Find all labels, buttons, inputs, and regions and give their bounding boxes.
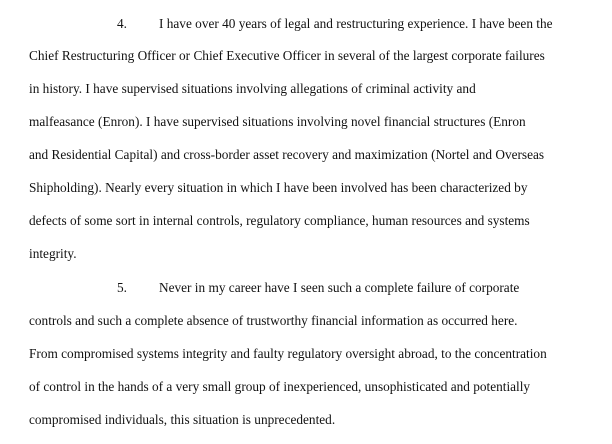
paragraph-line: in history. I have supervised situations involving allegations of criminal activity and (29, 81, 476, 96)
paragraph-line: Shipholding). Nearly every situation in which I have been involved has been characterized by (29, 180, 528, 195)
paragraph-line: I have over 40 years of legal and restructuring experience. I have been the (159, 16, 553, 31)
paragraph-line: defects of some sort in internal controls, regulatory compliance, human resources and systems (29, 213, 530, 228)
paragraph-line: controls and such a complete absence of trustworthy financial information as occurred here. (29, 313, 518, 328)
paragraph-line: malfeasance (Enron). I have supervised situations involving novel financial structures (Enron (29, 114, 526, 129)
paragraph-line: Never in my career have I seen such a complete failure of corporate (159, 280, 520, 295)
paragraph-line: and Residential Capital) and cross-border asset recovery and maximization (Nortel and Overseas (29, 147, 545, 162)
paragraph-number: 4. (117, 16, 127, 31)
paragraph-line: From compromised systems integrity and faulty regulatory oversight abroad, to the concentration (29, 346, 547, 361)
paragraph-number: 5. (117, 280, 127, 295)
paragraph-line: compromised individuals, this situation is unprecedented. (29, 412, 336, 427)
paragraph-line: of control in the hands of a very small group of inexperienced, unsophisticated and potentially (29, 379, 531, 394)
paragraph-line: integrity. (29, 246, 77, 261)
paragraph-line: Chief Restructuring Officer or Chief Executive Officer in several of the largest corporate failures (29, 48, 545, 63)
